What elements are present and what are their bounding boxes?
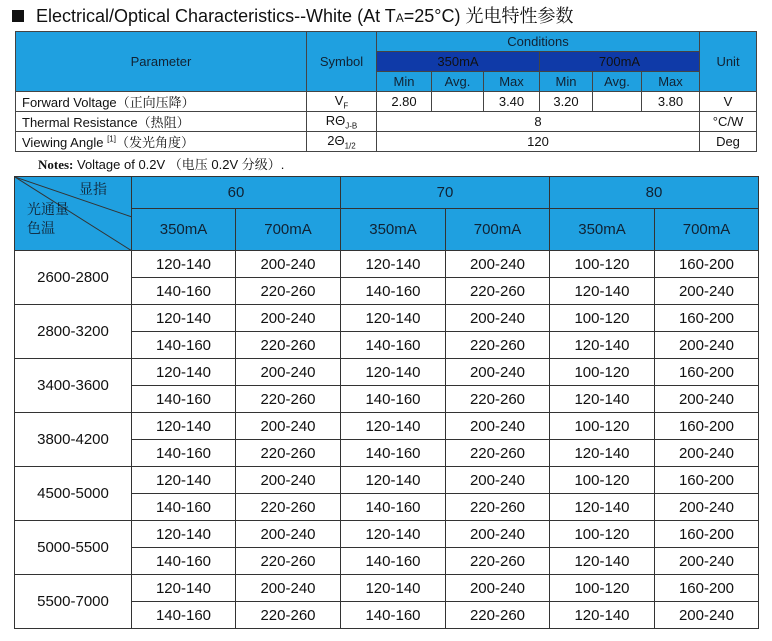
value-thermal: 8 xyxy=(377,112,700,132)
header-700ma: 700mA xyxy=(540,52,700,72)
flux-value: 140-160 xyxy=(132,278,236,305)
flux-value: 120-140 xyxy=(132,467,236,494)
unit-deg: Deg xyxy=(700,132,757,152)
flux-value: 200-240 xyxy=(446,575,550,602)
flux-value: 220-260 xyxy=(446,494,550,521)
value-min-350: 2.80 xyxy=(377,92,432,112)
flux-value: 120-140 xyxy=(341,251,446,278)
header-unit: Unit xyxy=(700,32,757,92)
cct-range: 5500-7000 xyxy=(15,575,132,629)
flux-value: 220-260 xyxy=(236,386,341,413)
unit-cw: °C/W xyxy=(700,112,757,132)
flux-value: 220-260 xyxy=(446,278,550,305)
flux-value: 220-260 xyxy=(446,440,550,467)
notes-label: Notes: xyxy=(38,157,74,172)
flux-value: 200-240 xyxy=(655,602,759,629)
flux-value: 140-160 xyxy=(341,548,446,575)
corner-cct-label: 色温 xyxy=(27,220,55,236)
row-forward-voltage xyxy=(16,92,757,112)
flux-value: 200-240 xyxy=(655,386,759,413)
header-avg: Avg. xyxy=(593,72,642,92)
flux-value: 220-260 xyxy=(446,548,550,575)
value-min-700: 3.20 xyxy=(540,92,593,112)
flux-value: 100-120 xyxy=(550,521,655,548)
flux-value: 120-140 xyxy=(550,278,655,305)
flux-value: 200-240 xyxy=(446,251,550,278)
current-header: 350mA xyxy=(132,209,236,251)
cct-range: 3800-4200 xyxy=(15,413,132,467)
value-avg-700 xyxy=(593,92,642,112)
header-350ma: 350mA xyxy=(377,52,540,72)
header-avg: Avg. xyxy=(432,72,484,92)
flux-value: 220-260 xyxy=(446,386,550,413)
square-bullet-icon xyxy=(12,10,24,22)
header-conditions: Conditions xyxy=(377,32,700,52)
flux-value: 160-200 xyxy=(655,413,759,440)
flux-value: 140-160 xyxy=(341,494,446,521)
flux-value: 200-240 xyxy=(655,440,759,467)
cct-range: 3400-3600 xyxy=(15,359,132,413)
cct-range: 4500-5000 xyxy=(15,467,132,521)
title-text-end: =25°C) 光电特性参数 xyxy=(403,6,574,26)
flux-value: 200-240 xyxy=(236,575,341,602)
flux-value: 120-140 xyxy=(341,305,446,332)
flux-value: 100-120 xyxy=(550,359,655,386)
header-symbol: Symbol xyxy=(307,32,377,92)
table-row xyxy=(15,251,759,278)
flux-value: 140-160 xyxy=(132,332,236,359)
flux-value: 120-140 xyxy=(132,521,236,548)
flux-value: 120-140 xyxy=(550,494,655,521)
cct-range: 2800-3200 xyxy=(15,305,132,359)
flux-value: 120-140 xyxy=(132,251,236,278)
flux-value: 120-140 xyxy=(341,359,446,386)
table-row xyxy=(15,467,759,494)
value-viewing-angle: 120 xyxy=(377,132,700,152)
param-forward-voltage: Forward Voltage（正向压降） xyxy=(16,92,307,112)
header-max: Max xyxy=(642,72,700,92)
table-row xyxy=(15,575,759,602)
flux-value: 220-260 xyxy=(236,440,341,467)
flux-value: 160-200 xyxy=(655,575,759,602)
page-title xyxy=(6,2,574,30)
flux-value: 120-140 xyxy=(341,413,446,440)
param-viewing-angle: Viewing Angle [1]（发光角度） xyxy=(16,132,307,152)
flux-value: 120-140 xyxy=(132,359,236,386)
flux-value: 140-160 xyxy=(341,386,446,413)
flux-value: 100-120 xyxy=(550,305,655,332)
current-header: 350mA xyxy=(341,209,446,251)
flux-value: 100-120 xyxy=(550,575,655,602)
flux-value: 220-260 xyxy=(236,494,341,521)
flux-value: 140-160 xyxy=(341,278,446,305)
flux-value: 200-240 xyxy=(236,521,341,548)
current-header: 700mA xyxy=(236,209,341,251)
flux-value: 140-160 xyxy=(132,494,236,521)
flux-value: 200-240 xyxy=(446,359,550,386)
symbol-2theta: $2\Theta_{1/2}$ xyxy=(307,132,377,152)
flux-value: 120-140 xyxy=(550,386,655,413)
flux-value: 200-240 xyxy=(236,305,341,332)
flux-value: 200-240 xyxy=(655,278,759,305)
unit-v: V xyxy=(700,92,757,112)
flux-value: 120-140 xyxy=(341,575,446,602)
row-viewing-angle xyxy=(16,132,757,152)
value-max-700: 3.80 xyxy=(642,92,700,112)
flux-value: 120-140 xyxy=(341,521,446,548)
flux-value: 120-140 xyxy=(132,305,236,332)
current-header: 700mA xyxy=(655,209,759,251)
current-header: 700mA xyxy=(446,209,550,251)
table-row xyxy=(15,413,759,440)
flux-value: 220-260 xyxy=(236,278,341,305)
flux-value: 120-140 xyxy=(341,467,446,494)
flux-value: 160-200 xyxy=(655,521,759,548)
flux-value: 220-260 xyxy=(236,602,341,629)
flux-value: 140-160 xyxy=(341,602,446,629)
title-text: Electrical/Optical Characteristics--White (At T xyxy=(36,6,396,26)
flux-value: 220-260 xyxy=(446,332,550,359)
title-subscript: A xyxy=(395,11,404,25)
flux-value: 160-200 xyxy=(655,305,759,332)
cri-80: 80 xyxy=(550,177,759,209)
flux-value: 120-140 xyxy=(132,575,236,602)
cct-range: 2600-2800 xyxy=(15,251,132,305)
cct-range: 5000-5500 xyxy=(15,521,132,575)
flux-value: 220-260 xyxy=(446,602,550,629)
value-max-350: 3.40 xyxy=(484,92,540,112)
flux-value: 200-240 xyxy=(236,251,341,278)
flux-value: 200-240 xyxy=(446,413,550,440)
current-header: 350mA xyxy=(550,209,655,251)
flux-value: 220-260 xyxy=(236,548,341,575)
cri-70: 70 xyxy=(341,177,550,209)
flux-value: 200-240 xyxy=(446,305,550,332)
flux-value: 120-140 xyxy=(550,440,655,467)
flux-value: 200-240 xyxy=(446,467,550,494)
symbol-rth: $R\Theta_{J-B}$ xyxy=(307,112,377,132)
header-max: Max xyxy=(484,72,540,92)
flux-value: 160-200 xyxy=(655,467,759,494)
notes-text: Voltage of 0.2V （电压 0.2V 分级）. xyxy=(73,157,285,172)
flux-value: 100-120 xyxy=(550,251,655,278)
flux-value: 160-200 xyxy=(655,251,759,278)
header-parameter: Parameter xyxy=(16,32,307,92)
flux-value: 200-240 xyxy=(655,332,759,359)
corner-header xyxy=(15,177,132,251)
flux-bin-table xyxy=(14,176,759,629)
flux-value: 140-160 xyxy=(341,440,446,467)
row-thermal-resistance xyxy=(16,112,757,132)
flux-value: 200-240 xyxy=(236,359,341,386)
flux-value: 120-140 xyxy=(132,413,236,440)
header-min: Min xyxy=(540,72,593,92)
table-row xyxy=(15,359,759,386)
cri-60: 60 xyxy=(132,177,341,209)
flux-value: 140-160 xyxy=(132,386,236,413)
flux-value: 140-160 xyxy=(341,332,446,359)
flux-value: 160-200 xyxy=(655,359,759,386)
flux-value: 200-240 xyxy=(446,521,550,548)
flux-value: 200-240 xyxy=(236,467,341,494)
flux-value: 140-160 xyxy=(132,548,236,575)
table-row xyxy=(15,305,759,332)
header-min: Min xyxy=(377,72,432,92)
value-avg-350 xyxy=(432,92,484,112)
flux-value: 120-140 xyxy=(550,332,655,359)
symbol-vf: $V_F$ xyxy=(307,92,377,112)
corner-flux-label: 光通量 xyxy=(27,201,69,217)
flux-value: 120-140 xyxy=(550,548,655,575)
flux-value: 200-240 xyxy=(655,548,759,575)
flux-value: 220-260 xyxy=(236,332,341,359)
flux-value: 140-160 xyxy=(132,602,236,629)
flux-value: 120-140 xyxy=(550,602,655,629)
flux-value: 200-240 xyxy=(655,494,759,521)
notes xyxy=(38,155,284,175)
flux-value: 100-120 xyxy=(550,467,655,494)
corner-cri-label: 显指 xyxy=(79,181,107,197)
table-row xyxy=(15,521,759,548)
flux-value: 140-160 xyxy=(132,440,236,467)
characteristics-table xyxy=(15,31,757,152)
param-thermal-resistance: Thermal Resistance（热阻） xyxy=(16,112,307,132)
flux-value: 100-120 xyxy=(550,413,655,440)
flux-value: 200-240 xyxy=(236,413,341,440)
